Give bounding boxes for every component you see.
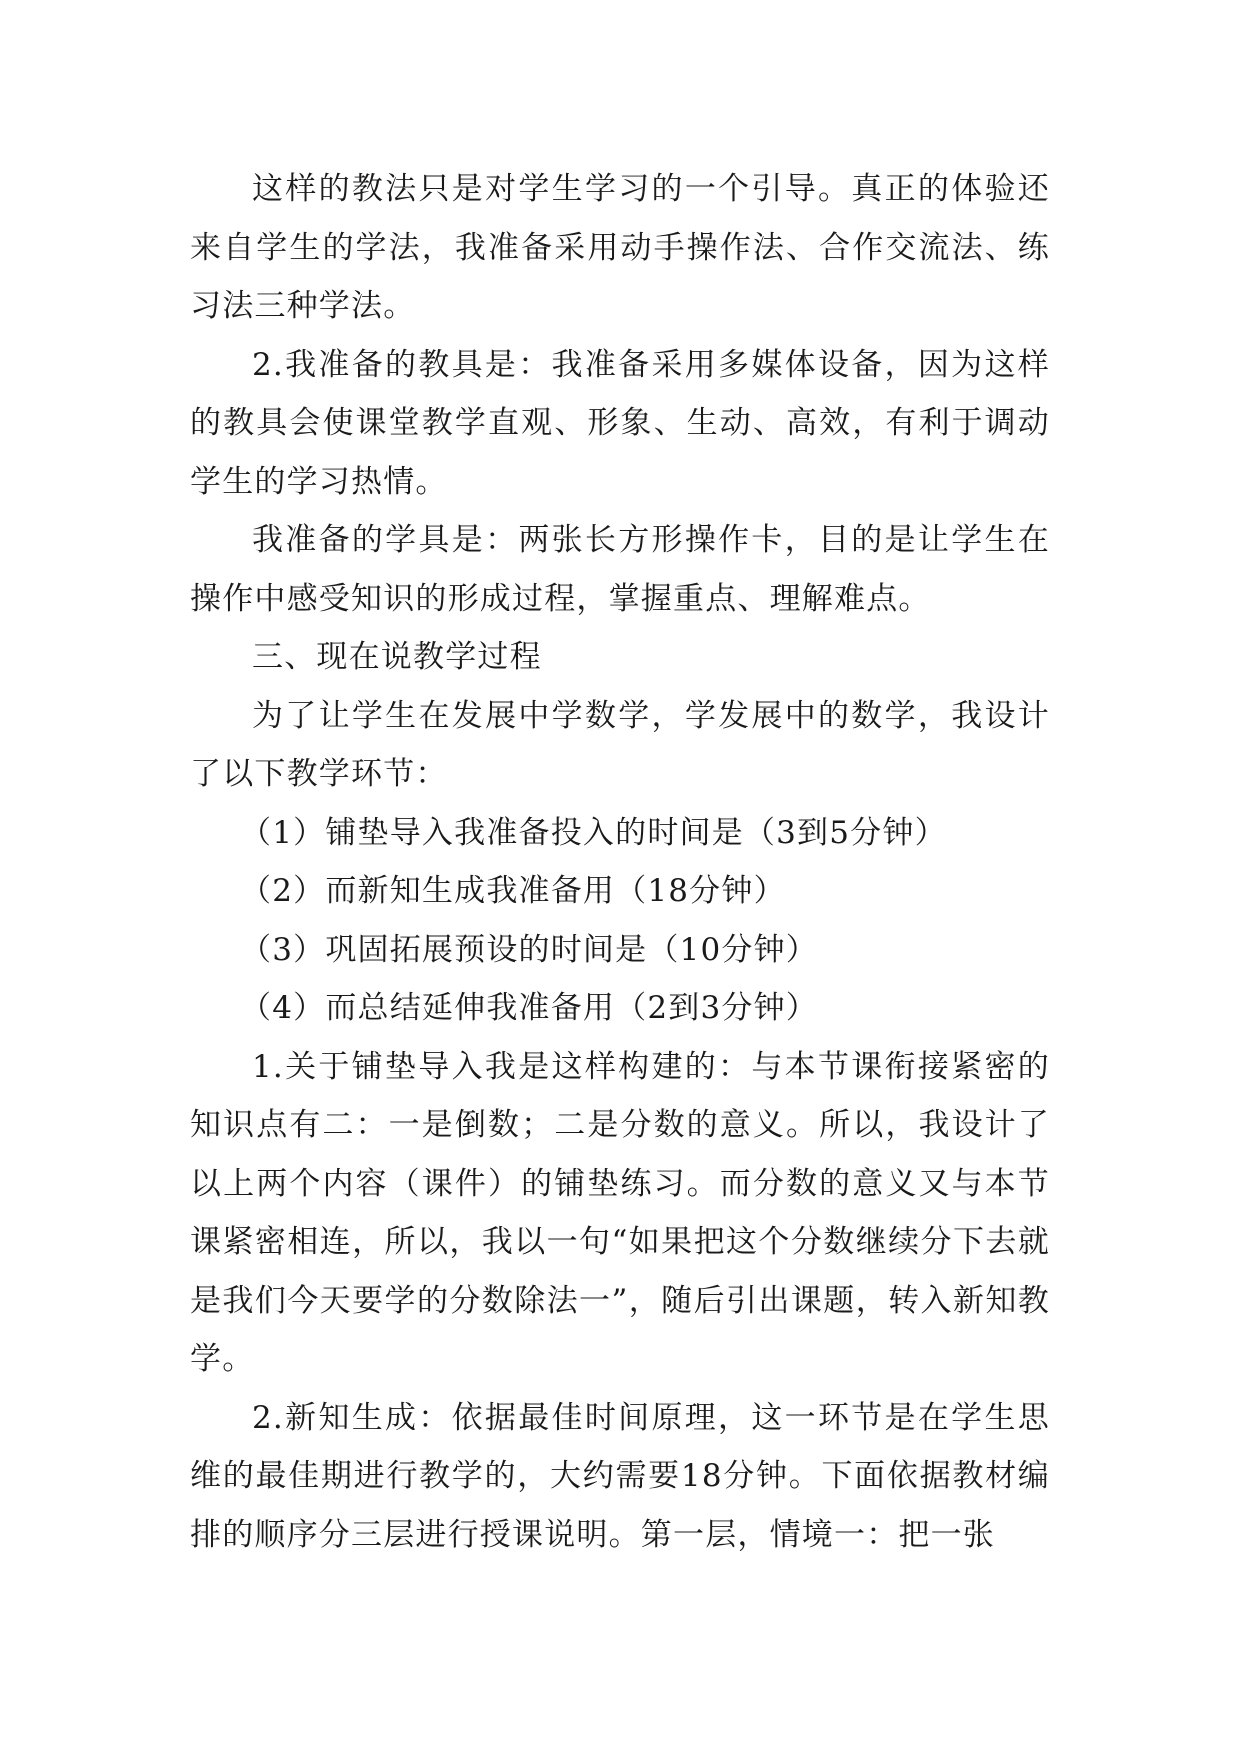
paragraph-new-knowledge: 2.新知生成：依据最佳时间原理，这一环节是在学生思维的最佳期进行教学的，大约需要18分钟。下面依据教材编排的顺序分三层进行授课说明。第一层，情境一：把一张 (190, 1399, 1050, 1553)
list-item-step-4: （4）而总结延伸我准备用（2到3分钟） (240, 990, 818, 1026)
list-item-step-2: （2）而新知生成我准备用（18分钟） (240, 873, 786, 909)
paragraph-teaching-aids: 2.我准备的教具是：我准备采用多媒体设备，因为这样的教具会使课堂教学直观、形象、生动、高效，有利于调动学生的学习热情。 (190, 346, 1050, 500)
paragraph-learning-tools: 我准备的学具是：两张长方形操作卡，目的是让学生在操作中感受知识的形成过程，掌握重点、理解难点。 (190, 522, 1050, 617)
list-item-step-1: （1）铺垫导入我准备投入的时间是（3到5分钟） (240, 814, 947, 851)
paragraph-teaching-design: 为了让学生在发展中学数学，学发展中的数学，我设计了以下教学环节： (190, 697, 1050, 792)
paragraph-introduction: 1.关于铺垫导入我是这样构建的：与本节课衔接紧密的知识点有二：一是倒数；二是分数的意义。所以，我设计了以上两个内容（课件）的铺垫练习。而分数的意义又与本节课紧密相连，所以，我以一句“如果把这个分数继续分下去就是我们今天要学的分数除法一”，随后引出课题，转入新知教学。 (190, 1048, 1050, 1377)
paragraph-learning-methods: 这样的教法只是对学生学习的一个引导。真正的体验还来自学生的学法，我准备采用动手操作法、合作交流法、练习法三种学法。 (190, 171, 1050, 324)
section-heading-teaching-process: 三、现在说教学过程 (252, 639, 542, 675)
document-page (190, 160, 1050, 1564)
list-item-step-3: （3）巩固拓展预设的时间是（10分钟） (240, 931, 818, 968)
